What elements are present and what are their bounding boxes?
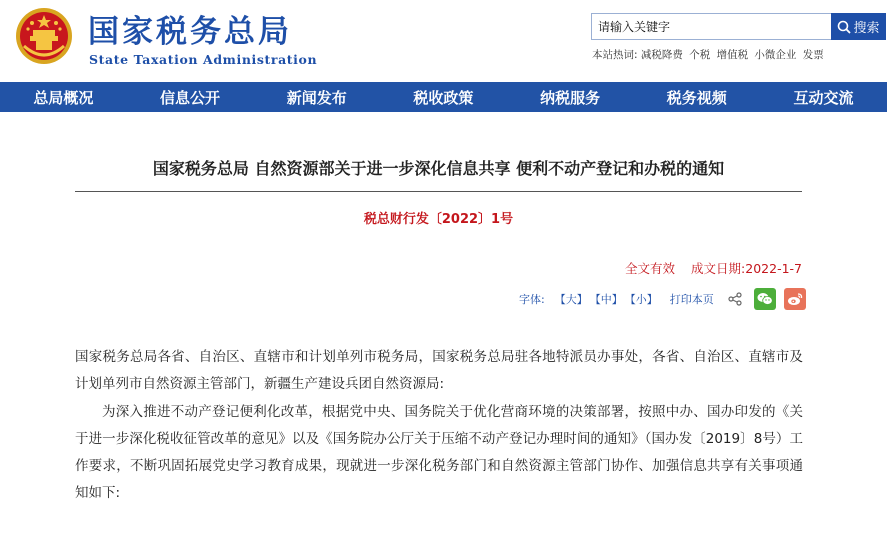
nav-item-policy[interactable]: 税收政策 — [413, 88, 474, 107]
site-title-en: State Taxation Administration — [89, 52, 318, 67]
hot-words-label: 本站热词: — [592, 49, 638, 61]
body-paragraph: 为深入推进不动产登记便利化改革，根据党中央、国务院关于优化营商环境的决策部署，按照中办、国办印发的《关于进一步深化税收征管改革的意见》以及《国务院办公厅关于压缩不动产登记办理时间的通知》（国办发〔2019〕8号）工作要求，不断巩固拓展党史学习教育成果，现就进一步深化税务部门和自然资源主管部门协作、加强信息共享有关事项通知如下: — [75, 403, 803, 502]
article-title: 国家税务总局 自然资源部关于进一步深化信息共享 便利不动产登记和办税的通知 — [152, 159, 725, 178]
print-button[interactable]: 打印本页 — [669, 293, 714, 306]
font-size-medium-button[interactable]: 【中】 — [589, 293, 623, 306]
wechat-icon — [757, 292, 773, 306]
weibo-share-button[interactable] — [784, 288, 806, 310]
hot-word-link[interactable]: 减税降费 — [640, 49, 683, 61]
nav-item-news[interactable]: 新闻发布 — [286, 88, 347, 107]
issue-date: 成文日期:2022-1-7 — [691, 261, 802, 276]
search-button-label: 搜索 — [853, 21, 880, 36]
search-box — [591, 13, 886, 41]
site-title-cn[interactable]: 国家税务总局 — [88, 14, 292, 50]
nav-item-overview[interactable]: 总局概况 — [33, 88, 94, 107]
article-meta — [625, 259, 802, 277]
hot-word-link[interactable]: 个税 — [689, 49, 711, 61]
wechat-share-button[interactable] — [754, 288, 776, 310]
national-emblem-icon[interactable] — [14, 6, 74, 66]
main-nav — [0, 82, 887, 112]
nav-item-service[interactable]: 纳税服务 — [540, 88, 601, 107]
hot-word-link[interactable]: 增值税 — [716, 49, 749, 61]
font-size-large-button[interactable]: 【大】 — [554, 293, 588, 306]
document-number: 税总财行发〔2022〕1号 — [363, 212, 514, 227]
search-input[interactable] — [591, 13, 832, 40]
article-body — [75, 344, 803, 508]
weibo-icon — [787, 292, 803, 306]
font-size-label: 字体: — [519, 293, 545, 306]
hot-word-link[interactable]: 发票 — [802, 49, 824, 61]
article-tools — [519, 288, 806, 310]
search-icon — [837, 20, 851, 34]
salutation-paragraph: 国家税务总局各省、自治区、直辖市和计划单列市税务局，国家税务总局驻各地特派员办事处，各省、自治区、直辖市及计划单列市自然资源主管部门，新疆生产建设兵团自然资源局: — [75, 349, 803, 393]
nav-item-video[interactable]: 税务视频 — [666, 88, 727, 107]
hot-word-link[interactable]: 小微企业 — [754, 49, 797, 61]
title-divider — [75, 191, 802, 192]
nav-item-disclosure[interactable]: 信息公开 — [160, 88, 221, 107]
search-button[interactable] — [831, 13, 886, 40]
validity-status: 全文有效 — [625, 261, 676, 276]
nav-item-interaction[interactable]: 互动交流 — [793, 88, 854, 107]
site-header — [0, 0, 887, 82]
share-icon[interactable] — [728, 292, 742, 306]
font-size-small-button[interactable]: 【小】 — [624, 293, 658, 306]
hot-words — [592, 47, 827, 62]
